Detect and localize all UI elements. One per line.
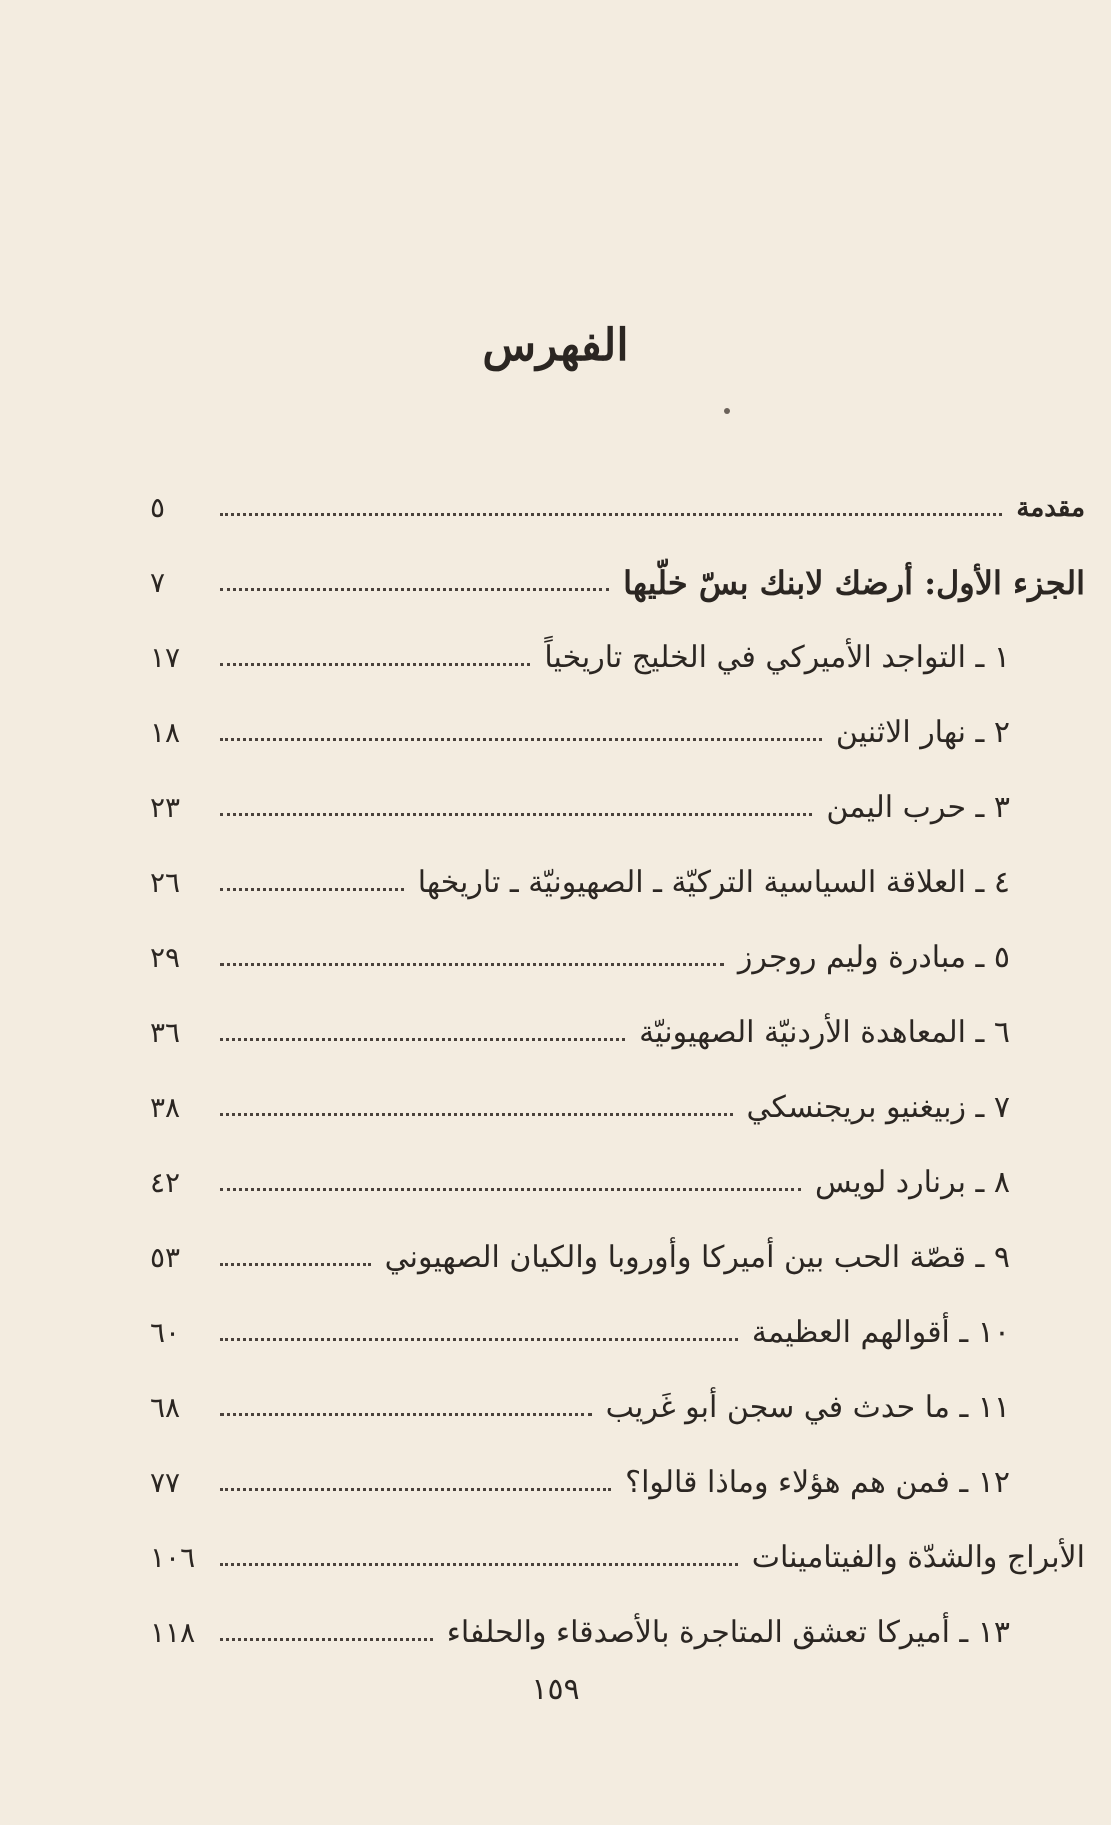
toc-entry <box>150 1145 1085 1220</box>
dot-leader <box>220 738 822 741</box>
toc-entry <box>150 545 1085 620</box>
toc-entry-page: ٣٦ <box>150 1016 181 1049</box>
toc-entry-page: ٦٨ <box>150 1391 181 1424</box>
toc-entry-title: الأبراج والشدّة والفيتامينات <box>751 1540 1085 1575</box>
toc-entry <box>150 470 1085 545</box>
toc-entry <box>150 620 1085 695</box>
toc-entry-page: ٢٩ <box>150 941 181 974</box>
toc-entry-title: ٦ ـ المعاهدة الأردنيّة الصهيونيّة <box>639 1015 1010 1050</box>
toc-entry-page: ٢٣ <box>150 791 181 824</box>
toc-entry-page: ٧٧ <box>150 1466 181 1499</box>
toc-entry-page: ٢٦ <box>150 866 181 899</box>
dot-leader <box>220 1563 738 1566</box>
toc-entry-page: ٥ <box>150 491 166 524</box>
toc-entry-title: ٢ ـ نهار الاثنين <box>835 715 1010 750</box>
toc-entry-page: ٤٢ <box>150 1166 181 1199</box>
dot-leader <box>220 1188 801 1191</box>
toc-entry-page: ١٨ <box>150 716 181 749</box>
dot-leader <box>220 963 724 966</box>
toc-entry-title: الجزء الأول: أرضك لابنك بسّ خلّيها <box>623 563 1085 602</box>
toc-entry-page: ٥٣ <box>150 1241 181 1274</box>
toc-entry-page: ١٧ <box>150 641 181 674</box>
toc-entry <box>150 1295 1085 1370</box>
ink-speck <box>724 408 730 414</box>
toc-entry-title: ٩ ـ قصّة الحب بين أميركا وأوروبا والكيان الصهيوني <box>384 1240 1010 1275</box>
dot-leader <box>220 1413 592 1416</box>
dot-leader <box>220 663 530 666</box>
toc-entry <box>150 695 1085 770</box>
toc-entry-title: ٥ ـ مبادرة وليم روجرز <box>737 940 1010 975</box>
toc-entry-page: ١٠٦ <box>150 1541 196 1574</box>
toc-entry-title: ٨ ـ برنارد لويس <box>815 1165 1010 1200</box>
toc-entry-page: ٦٠ <box>150 1316 181 1349</box>
toc-entry-page: ٧ <box>150 566 166 599</box>
dot-leader <box>220 1038 625 1041</box>
toc-entry-page: ١١٨ <box>150 1616 196 1649</box>
toc-entry-title: ١١ ـ ما حدث في سجن أبو غَريب <box>605 1390 1010 1425</box>
dot-leader <box>220 1263 371 1266</box>
toc-entry-title: ٧ ـ زبيغنيو بريجنسكي <box>746 1090 1010 1125</box>
toc-entry-title: ٣ ـ حرب اليمن <box>826 790 1010 825</box>
toc-entry-title: ١٣ ـ أميركا تعشق المتاجرة بالأصدقاء والحلفاء <box>446 1615 1010 1650</box>
dot-leader <box>220 1488 611 1491</box>
page-title: الفهرس <box>482 320 629 371</box>
table-of-contents <box>150 470 1085 1670</box>
dot-leader <box>220 888 404 891</box>
toc-entry <box>150 770 1085 845</box>
toc-entry-page: ٣٨ <box>150 1091 181 1124</box>
dot-leader <box>220 1338 738 1341</box>
page-number: ١٥٩ <box>531 1672 580 1707</box>
toc-entry <box>150 920 1085 995</box>
toc-entry <box>150 1595 1085 1670</box>
toc-entry-title: ١٢ ـ فمن هم هؤلاء وماذا قالوا؟ <box>625 1465 1010 1500</box>
toc-entry-title: ١ ـ التواجد الأميركي في الخليج تاريخياً <box>544 640 1010 675</box>
toc-entry <box>150 995 1085 1070</box>
dot-leader <box>220 813 812 816</box>
toc-entry-title: ١٠ ـ أقوالهم العظيمة <box>751 1315 1010 1350</box>
dot-leader <box>220 513 1002 516</box>
dot-leader <box>220 1638 433 1641</box>
dot-leader <box>220 588 609 591</box>
dot-leader <box>220 1113 733 1116</box>
toc-entry <box>150 1070 1085 1145</box>
toc-entry <box>150 1445 1085 1520</box>
toc-entry <box>150 1520 1085 1595</box>
toc-entry-title: مقدمة <box>1016 492 1085 523</box>
toc-entry <box>150 1220 1085 1295</box>
toc-entry <box>150 1370 1085 1445</box>
toc-entry-title: ٤ ـ العلاقة السياسية التركيّة ـ الصهيونيّة ـ تاريخها <box>417 865 1010 900</box>
toc-entry <box>150 845 1085 920</box>
